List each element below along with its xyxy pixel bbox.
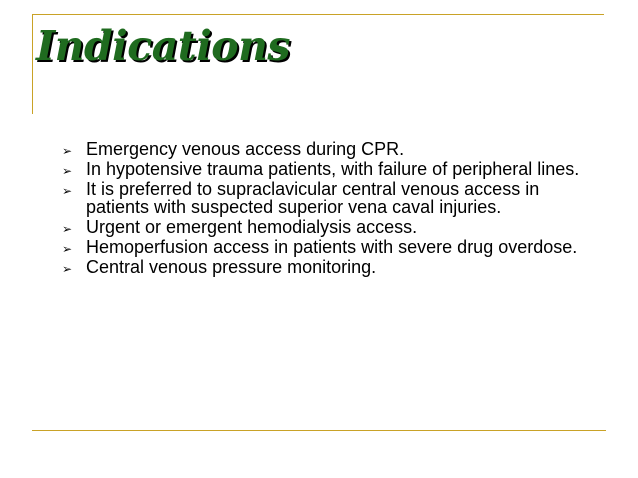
arrow-bullet-icon: ➢ (62, 144, 73, 158)
bullet-text: It is preferred to supraclavicular central venous access in patients with suspected superior vena caval injuries. (86, 179, 540, 217)
bullet-text: Central venous pressure monitoring. (86, 257, 377, 277)
arrow-bullet-icon: ➢ (62, 222, 73, 236)
bullet-item (62, 258, 602, 276)
left-divider (32, 14, 33, 114)
bullet-list (62, 140, 602, 278)
arrow-bullet-icon: ➢ (62, 242, 73, 256)
top-divider (32, 14, 604, 15)
bullet-text: Emergency venous access during CPR. (86, 139, 405, 159)
bullet-item (62, 160, 602, 178)
bullet-item (62, 180, 602, 216)
bullet-text: Hemoperfusion access in patients with severe drug overdose. (86, 237, 578, 257)
arrow-bullet-icon: ➢ (62, 262, 73, 276)
bottom-divider (32, 430, 606, 431)
arrow-bullet-icon: ➢ (62, 184, 73, 198)
bullet-item (62, 218, 602, 236)
bullet-item (62, 140, 602, 158)
bullet-text: Urgent or emergent hemodialysis access. (86, 217, 418, 237)
bullet-text: In hypotensive trauma patients, with failure of peripheral lines. (86, 159, 580, 179)
slide-title: Indications (36, 22, 291, 70)
arrow-bullet-icon: ➢ (62, 164, 73, 178)
bullet-item (62, 238, 602, 256)
